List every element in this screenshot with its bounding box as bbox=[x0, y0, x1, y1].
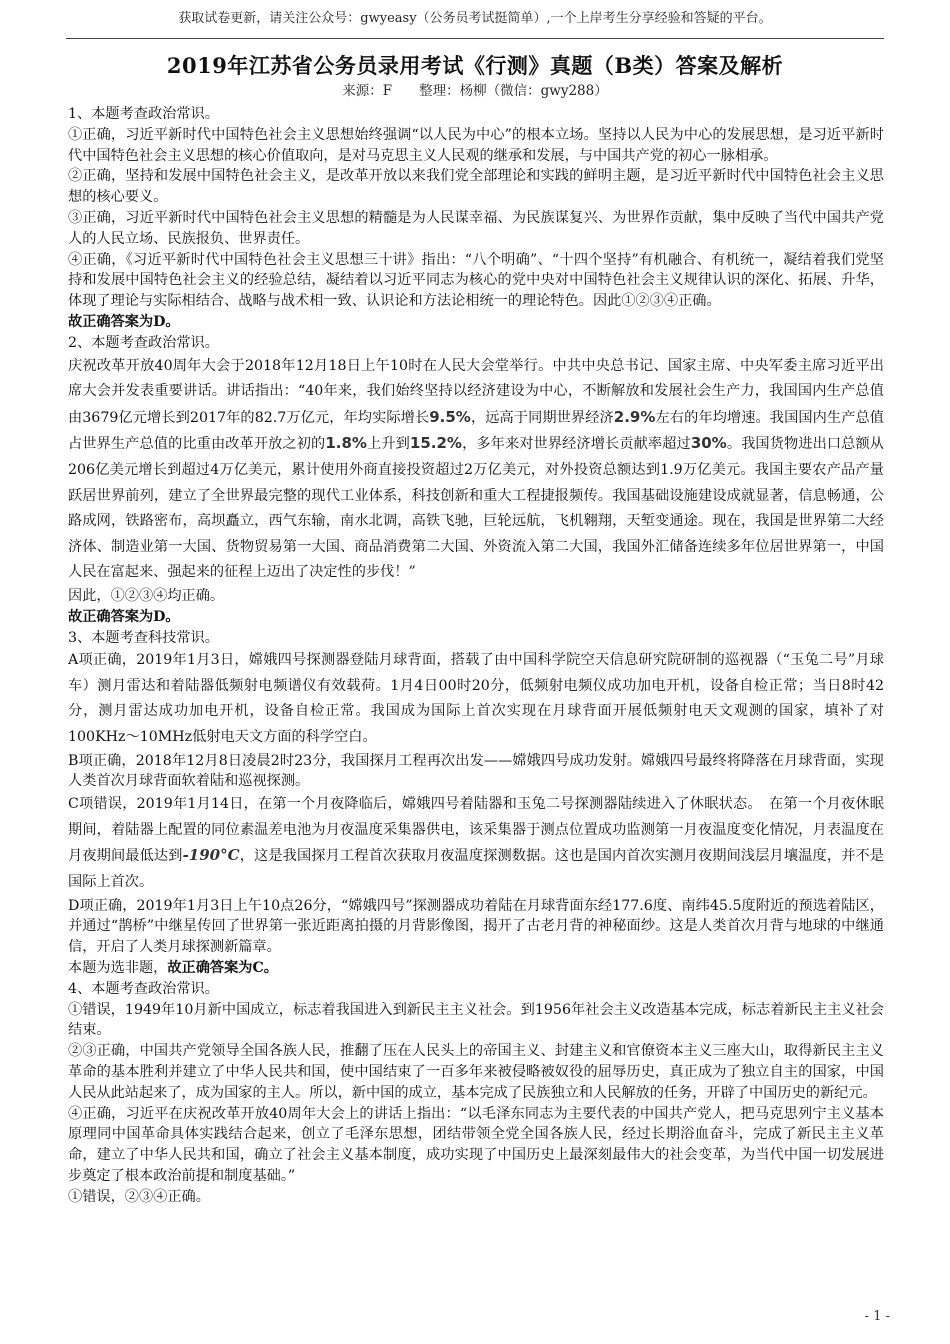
q1-paragraph: ②正确，坚持和发展中国特色社会主义，是改革开放以来我们党全部理论和实践的鲜明主题，是习近平新时代中国特色社会主义思想的核心要义。 bbox=[68, 168, 884, 206]
q1-heading: 1、本题考查政治常识。 bbox=[68, 106, 219, 122]
page-title: 2019年江苏省公务员录用考试《行测》真题（B类）答案及解析 bbox=[166, 53, 784, 78]
q2-text: 。我国货物进出口总额从206亿美元增长到超过4万亿美元，累计使用外商直接投资超过2万亿美元，对外投资总额达到1.9万亿美元。我国主要农产品产量跃居世界前列，建立了全世界最完整的现代工业体系，科技创新和重大工程捷报频传。我国基础设施建设成就显著，信息畅通，公路成网，铁路密布，高坝矗立，西气东输，南水北调，高铁飞驰，巨轮远航，飞机翱翔，天堑变通途。现在，我国是世界第二大经济体、制造业第一大国、货物贸易第一大国、商品消费第二大国、外资流入第二大国，我国外汇储备连续多年位居世界第一，中国人民在富起来、强起来的征程上迈出了决定性的步伐！” bbox=[68, 436, 884, 581]
temperature-value: -190°C bbox=[182, 846, 240, 865]
q3-text: C项错误，2019年1月14日，在第一个月夜降临后，嫦娥四号着陆器和玉兔二号探测器陆续进入了休眠状态。 在第一个月夜休眠期间，着陆器上配置的同位素温差电池为月夜温度采集器供电，该采集器于测点位置成功监测第一月夜温度变化情况，月表温度在月夜期间最低达到 bbox=[68, 796, 884, 865]
q3-heading: 3、本题考查科技常识。 bbox=[68, 629, 219, 646]
q4-conclusion: ①错误，②③④正确。 bbox=[68, 1188, 210, 1205]
answer-body bbox=[68, 104, 884, 1208]
q3-text: ，这是我国探月工程首次获取月夜温度探测数据。这也是国内首次实测月夜期间浅层月壤温度，并不是国际上首次。 bbox=[68, 848, 884, 891]
q2-text: 庆祝改革开放40周年大会于2018年12月18日上午10时在人民大会堂举行。中共中央总书记、国家主席、中央军委主席习近平出席大会并发表重要讲话。讲话指出：“40年来，我们始终坚持以经济建设为中心，不断解放和发展社会生产力，我国国内生产总值由3679亿元增长到2017年的82.7万亿元，年均实际增长 bbox=[68, 357, 884, 426]
q3-answer-line bbox=[68, 958, 884, 979]
q2-conclusion: 因此，①②③④均正确。 bbox=[68, 587, 225, 604]
q2-answer: 故正确答案为D。 bbox=[68, 608, 180, 625]
update-notice: 获取试卷更新，请关注公众号：gwyeasy（公务员考试挺简单）,一个上岸考生分享经验和答疑的平台。 bbox=[178, 11, 772, 26]
current-share-value: 15.2% bbox=[409, 434, 462, 453]
q2-text: ，多年来对世界经济增长贡献率超过 bbox=[461, 436, 691, 453]
q3-option-d: D项正确，2019年1月3日上午10点26分，“嫦娥四号”探测器成功着陆在月球背面东经177.6度、南纬45.5度附近的预选着陆区，并通过“鹊桥”中继星传回了世界第一张近距离拍摄的月背影像图，揭开了古老月背的神秘面纱。这是人类首次月背与地球的中继通信，开启了人类月球探测新篇章。 bbox=[68, 897, 884, 956]
page-number: - 1 - bbox=[864, 1309, 890, 1324]
q3-option-c bbox=[68, 792, 884, 895]
q3-answer: 故正确答案为C。 bbox=[167, 960, 278, 977]
q2-paragraph bbox=[68, 354, 884, 586]
q2-heading: 2、本题考查政治常识。 bbox=[68, 334, 219, 351]
q3-answer-prefix: 本题为选非题， bbox=[68, 960, 168, 977]
q2-text: 左右的年均增速。我国国内生产总值占世界生产总值的比重由改革开放之初的 bbox=[68, 409, 884, 453]
q4-paragraph: ②③正确，中国共产党领导全国各族人民，推翻了压在人民头上的帝国主义、封建主义和官僚资本主义三座大山，取得新民主主义革命的基本胜利并建立了中华人民共和国，使中国结束了一百多年来被侵略被奴役的屈辱历史，真正成为了独立自主的国家，中国人民从此站起来了，成为国家的主人。所以，新中国的成立，基本完成了民族独立和人民解放的任务，开辟了中国历史的新纪元。 bbox=[68, 1043, 884, 1101]
q3-option-b: B项正确，2018年12月8日凌晨2时23分，我国探月工程再次出发——嫦娥四号成功发射。嫦娥四号最终将降落在月球背面，实现人类首次月球背面软着陆和巡视探测。 bbox=[68, 752, 884, 790]
q2-text: ，远高于同期世界经济 bbox=[470, 409, 614, 426]
q2-text: 上升到 bbox=[366, 436, 410, 453]
initial-share-value: 1.8% bbox=[325, 434, 367, 453]
q4-paragraph: ④正确，习近平在庆祝改革开放40周年大会上的讲话上指出：“以毛泽东同志为主要代表的中国共产党人，把马克思列宁主义基本原理同中国革命具体实践结合起来，创立了毛泽东思想，团结带领全党全国各族人民，经过长期浴血奋斗，完成了新民主主义革命，建立了中华人民共和国，确立了社会主义基本制度，成功实现了中国历史上最深刻最伟大的社会变革，为当代中国一切发展进步奠定了根本政治前提和制度基础。” bbox=[68, 1105, 884, 1184]
growth-rate-value: 9.5% bbox=[429, 407, 471, 426]
source-line: 来源：F 整理：杨柳（微信：gwy288） bbox=[342, 83, 608, 99]
q1-paragraph: ④正确，《习近平新时代中国特色社会主义思想三十讲》指出：“八个明确”、“十四个坚持”有机融合、有机统一，凝结着我们党坚持和发展中国特色社会主义的经验总结，凝结着以习近平同志为核心的党中央对中国特色社会主义规律认识的深化、拓展、升华，体现了理论与实际相结合、战略与战术相一致、认识论和方法论相统一的理论特色。因此①②③④正确。 bbox=[68, 251, 884, 310]
q1-paragraph: ①正确，习近平新时代中国特色社会主义思想始终强调“以人民为中心”的根本立场。坚持以人民为中心的发展思想，是习近平新时代中国特色社会主义思想的核心价值取向，是对马克思主义人民观的继承和发展，与中国共产党的初心一脉相承。 bbox=[68, 126, 884, 164]
contribution-value: 30% bbox=[690, 434, 727, 453]
q3-option-a: A项正确，2019年1月3日，嫦娥四号探测器登陆月球背面，搭载了由中国科学院空天信息研究院研制的巡视器（“玉兔二号”月球车）测月雷达和着陆器低频射电频谱仪有效载荷。1月4日00时20分，低频射电频仪成功加电开机，设备自检正常；当日8时42分，测月雷达成功加电开机，设备自检正常。我国成为国际上首次实现在月球背面开展低频射电天文观测的国家，填补了对100KHz～10MHz低射电天文方面的科学空白。 bbox=[68, 652, 884, 746]
q1-paragraph: ③正确，习近平新时代中国特色社会主义思想的精髓是为人民谋幸福、为民族谋复兴、为世界作贡献，集中反映了当代中国共产党人的人民立场、民族报负、世界责任。 bbox=[68, 209, 884, 247]
header-divider bbox=[66, 38, 884, 39]
q4-heading: 4、本题考查政治常识。 bbox=[68, 980, 219, 997]
world-growth-value: 2.9% bbox=[613, 407, 656, 426]
q4-paragraph: ①错误，1949年10月新中国成立，标志着我国进入到新民主主义社会。到1956年社会主义改造基本完成，标志着新民主主义社会结束。 bbox=[68, 1001, 884, 1039]
q1-answer: 故正确答案为D。 bbox=[68, 313, 180, 330]
